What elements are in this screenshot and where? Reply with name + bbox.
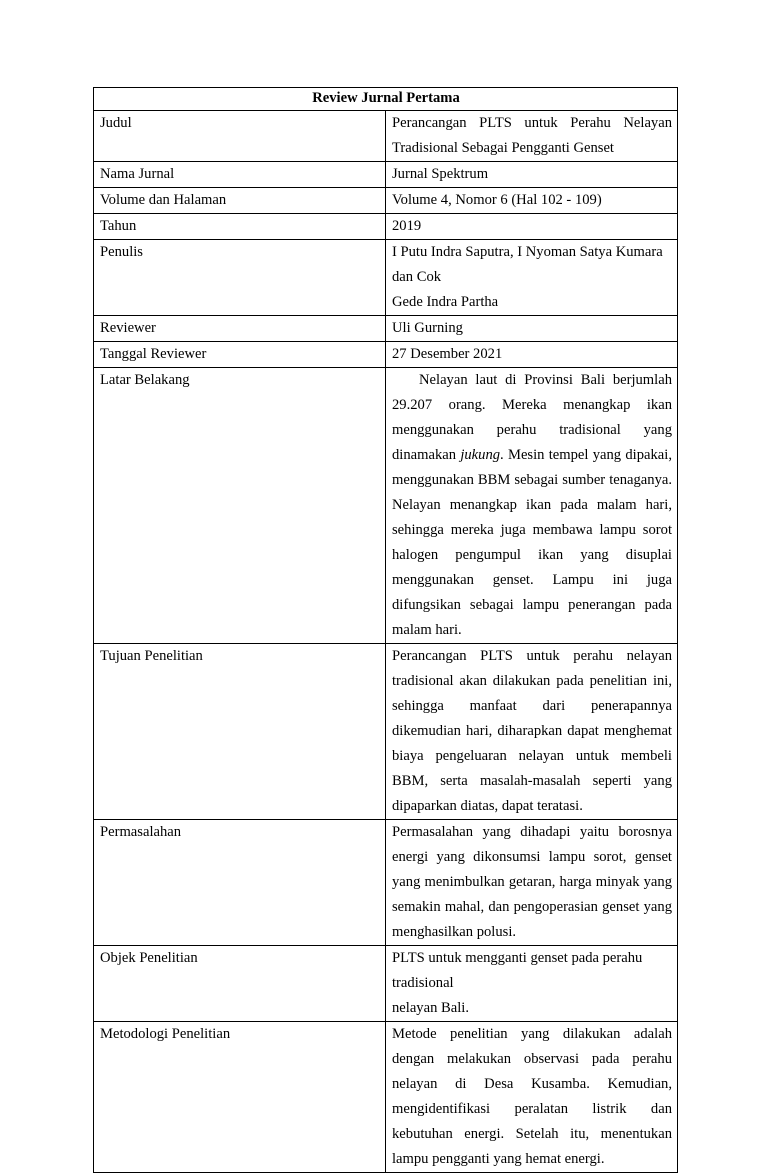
label-permasalahan: Permasalahan (94, 820, 386, 946)
value-judul: Perancangan PLTS untuk Perahu Nelayan Tradisional Sebagai Pengganti Genset (386, 111, 678, 162)
objek-line-1: PLTS untuk mengganti genset pada perahu tradisional (392, 950, 643, 991)
label-latar-belakang: Latar Belakang (94, 368, 386, 644)
review-table (93, 87, 678, 1173)
value-tujuan: Perancangan PLTS untuk perahu nelayan tradisional akan dilakukan pada penelitian ini, sehingga manfaat dari penerapannya dikemudian hari, diharapkan dapat menghemat biaya pengeluaran nelayan untuk membeli BBM, serta masalah-masalah seperti yang dipaparkan diatas, dapat teratasi. (386, 644, 678, 820)
value-tanggal: 27 Desember 2021 (386, 342, 678, 368)
label-judul: Judul (94, 111, 386, 162)
row-reviewer (94, 316, 678, 342)
table-header-row (94, 88, 678, 111)
label-penulis: Penulis (94, 240, 386, 316)
label-tujuan: Tujuan Penelitian (94, 644, 386, 820)
latar-italic-term: jukung (460, 447, 501, 463)
row-objek (94, 946, 678, 1022)
value-penulis (386, 240, 678, 316)
value-nama-jurnal: Jurnal Spektrum (386, 162, 678, 188)
penulis-line-1: I Putu Indra Saputra, I Nyoman Satya Kumara dan Cok (392, 244, 663, 285)
row-tahun (94, 214, 678, 240)
penulis-line-2: Gede Indra Partha (392, 294, 499, 310)
objek-line-2: nelayan Bali. (392, 1000, 469, 1016)
value-objek (386, 946, 678, 1022)
label-metodologi: Metodologi Penelitian (94, 1022, 386, 1173)
row-tanggal (94, 342, 678, 368)
value-permasalahan: Permasalahan yang dihadapi yaitu borosnya energi yang dikonsumsi lampu sorot, genset yang menimbulkan getaran, harga minyak yang semakin mahal, dan pengoperasian genset yang menghasilkan polusi. (386, 820, 678, 946)
value-reviewer: Uli Gurning (386, 316, 678, 342)
row-judul (94, 111, 678, 162)
row-penulis (94, 240, 678, 316)
value-metodologi: Metode penelitian yang dilakukan adalah dengan melakukan observasi pada perahu nelayan di Desa Kusamba. Kemudian, mengidentifikasi peralatan listrik dan kebutuhan energi. Setelah itu, menentukan lampu pengganti yang hemat energi. (386, 1022, 678, 1173)
table-title: Review Jurnal Pertama (94, 88, 678, 111)
label-reviewer: Reviewer (94, 316, 386, 342)
row-tujuan (94, 644, 678, 820)
label-volume: Volume dan Halaman (94, 188, 386, 214)
row-volume (94, 188, 678, 214)
label-objek: Objek Penelitian (94, 946, 386, 1022)
row-latar-belakang (94, 368, 678, 644)
label-tahun: Tahun (94, 214, 386, 240)
row-nama-jurnal (94, 162, 678, 188)
label-tanggal: Tanggal Reviewer (94, 342, 386, 368)
row-metodologi (94, 1022, 678, 1173)
value-tahun: 2019 (386, 214, 678, 240)
latar-text-1: Nelayan laut di Provinsi Bali berjumlah 29.207 orang. Mereka menangkap ikan menggunakan perahu tradisional yang dinamakan (392, 372, 672, 463)
value-latar-belakang (386, 368, 678, 644)
value-volume: Volume 4, Nomor 6 (Hal 102 - 109) (386, 188, 678, 214)
label-nama-jurnal: Nama Jurnal (94, 162, 386, 188)
latar-text-2: . Mesin tempel yang dipakai, menggunakan BBM sebagai sumber tenaganya. Nelayan menangkap ikan pada malam hari, sehingga mereka juga membawa lampu sorot halogen pengumpul ikan yang disuplai menggunakan genset. Lampu ini juga difungsikan sebagai lampu penerangan pada malam hari. (392, 447, 672, 638)
row-permasalahan (94, 820, 678, 946)
